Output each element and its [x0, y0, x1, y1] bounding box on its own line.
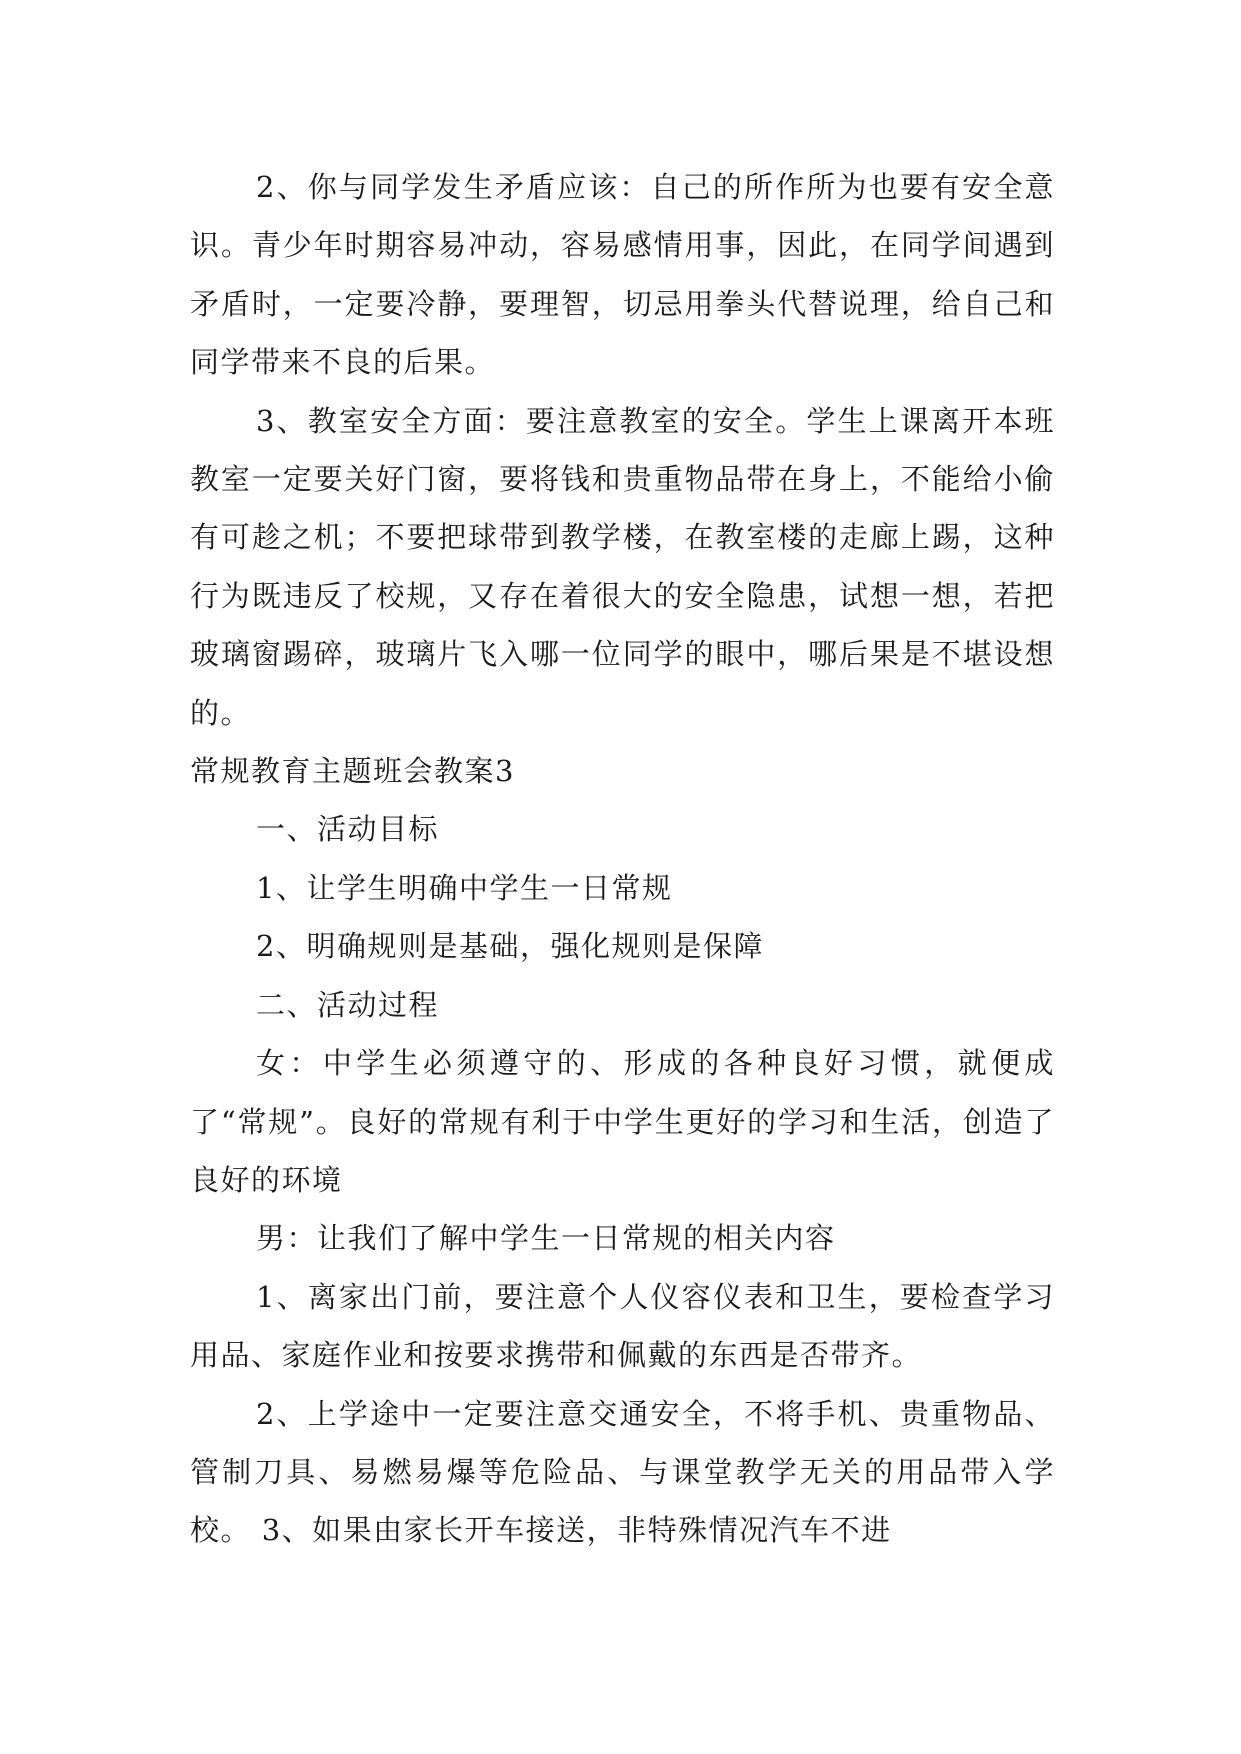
paragraph-female-speaker: 女：中学生必须遵守的、形成的各种良好习惯，就便成了“常规”。良好的常规有利于中学生更好的学习和生活，创造了良好的环境 [190, 1046, 1055, 1197]
paragraph-goal-2: 2、明确规则是基础，强化规则是保障 [256, 929, 764, 964]
paragraph-rule-2-3: 2、上学途中一定要注意交通安全，不将手机、贵重物品、管制刀具、易燃易爆等危险品、与课堂教学无关的用品带入学校。 3、如果由家长开车接送，非特殊情况汽车不进 [190, 1396, 1055, 1548]
paragraph-activity-process-heading: 二、活动过程 [256, 987, 440, 1022]
paragraph-activity-goal-heading: 一、活动目标 [256, 812, 440, 847]
paragraph-conflict-with-classmates: 2、你与同学发生矛盾应该：自己的所作所为也要有安全意识。青少年时期容易冲动，容易感情用事，因此，在同学间遇到矛盾时，一定要冷静，要理智，切忌用拳头代替说理，给自己和同学带来不良的后果。 [190, 170, 1055, 380]
paragraph-rule-1: 1、离家出门前，要注意个人仪容仪表和卫生，要检查学习用品、家庭作业和按要求携带和佩戴的东西是否带齐。 [190, 1279, 1055, 1373]
paragraph-goal-1: 1、让学生明确中学生一日常规 [256, 870, 673, 905]
paragraph-male-speaker: 男：让我们了解中学生一日常规的相关内容 [256, 1221, 836, 1256]
paragraph-classroom-safety: 3、教室安全方面：要注意教室的安全。学生上课离开本班教室一定要关好门窗，要将钱和贵重物品带在身上，不能给小偷有可趁之机；不要把球带到教学楼，在教室楼的走廊上踢，这种行为既违反了校规，又存在着很大的安全隐患，试想一想，若把玻璃窗踢碎，玻璃片飞入哪一位同学的眼中，哪后果是不堪设想的。 [190, 403, 1055, 730]
section-heading: 常规教育主题班会教案3 [190, 754, 515, 789]
document-body [190, 158, 1055, 1560]
